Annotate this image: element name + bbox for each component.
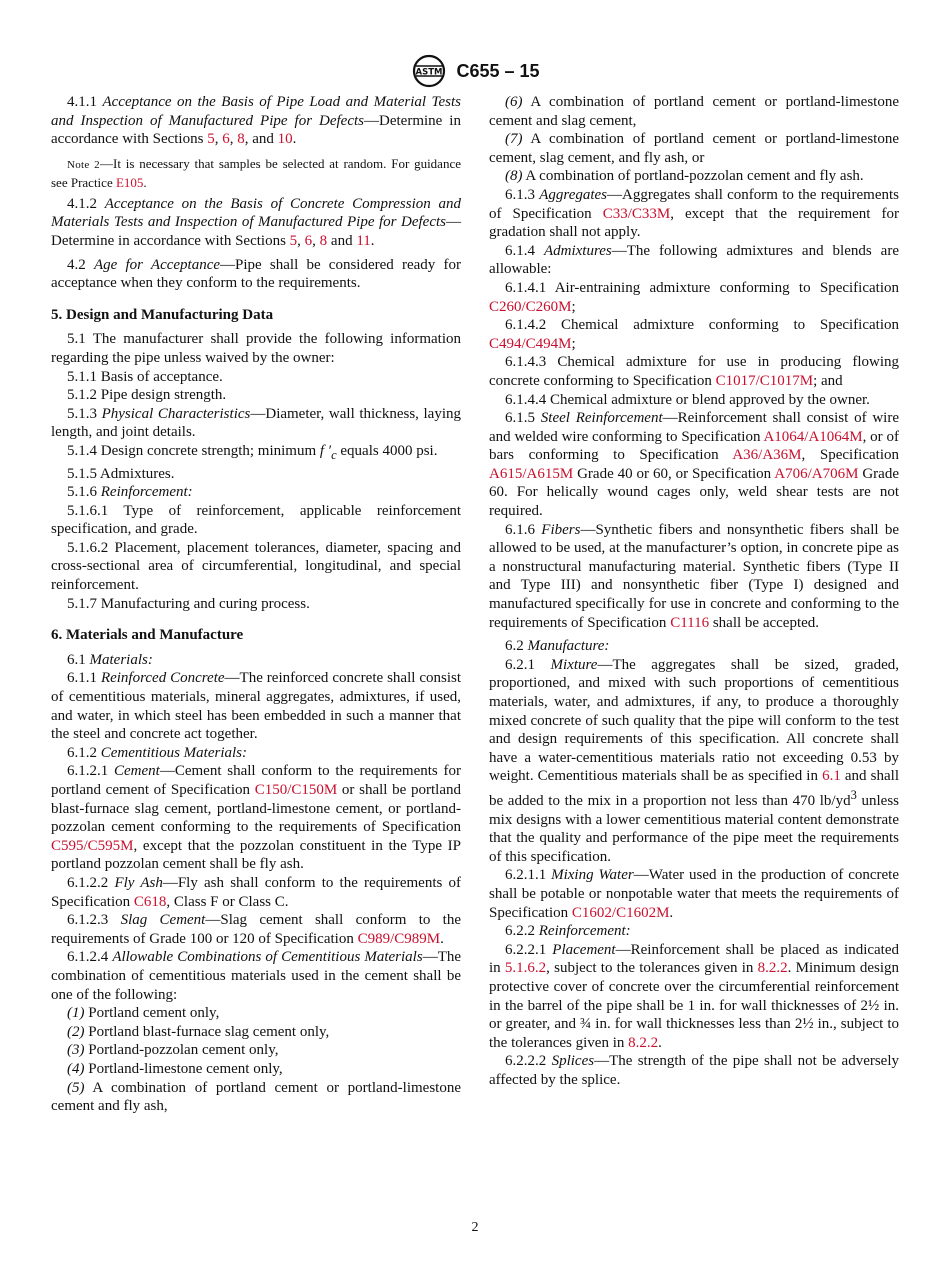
link-section-10[interactable]: 10 [277, 131, 293, 148]
list-item: (2) Portland blast-furnace slag cement only, [67, 1023, 330, 1040]
link-section-8[interactable]: 8 [237, 131, 245, 148]
paragraph-5-1-5: 5.1.5 Admixtures. [67, 465, 175, 482]
paragraph-6-1-2-4: 6.1.2.4 Allowable Combinations of Cementitious Materials—The combination of cementitious materials used in the cement shall be one of the following: [51, 949, 462, 1003]
link-section-8-2-2[interactable]: 8.2.2 [757, 960, 788, 977]
link-c1602[interactable]: C1602/C1602M [571, 904, 670, 921]
link-section-11[interactable]: 11 [356, 232, 371, 249]
paragraph-6-1-6: 6.1.6 Fibers—Synthetic fibers and nonsynthetic fibers shall be allowed to be used, at the manufacturer’s option, in concrete pipe as a nonstructural manufacturing material. Synthetic fibers (Type II and Type III) and nonsynthetic fiber (Type I) designed and manufactured specifically for use in concrete and conforming to the requirements of Specification C1116 shall be accepted. [489, 521, 899, 631]
note-2: Note 2—It is necessary that samples be selected at random. For guidance see Practice E105. [51, 155, 461, 190]
paragraph-5-1-1: 5.1.1 Basis of acceptance. [67, 368, 223, 385]
paragraph-6-1-2-2: 6.1.2.2 Fly Ash—Fly ash shall conform to the requirements of Specification C618, Class F or Class C. [51, 874, 462, 910]
link-section-6[interactable]: 6 [222, 131, 230, 148]
link-section-8-2-2[interactable]: 8.2.2 [628, 1034, 659, 1051]
link-section-6-1[interactable]: 6.1 [822, 768, 841, 785]
link-c595[interactable]: C595/C595M [51, 837, 134, 854]
list-item: (6) A combination of portland cement or portland-limestone cement and slag cement, [489, 94, 899, 129]
paragraph-6-2-2: 6.2.2 Reinforcement: [505, 923, 631, 940]
section-5-heading: 5. Design and Manufacturing Data [51, 306, 274, 323]
paragraph-5-1-3: 5.1.3 Physical Characteristics—Diameter, wall thickness, laying length, and joint details. [51, 405, 461, 441]
link-section-8[interactable]: 8 [319, 232, 328, 249]
link-a36[interactable]: A36/A36M [732, 447, 802, 464]
link-c33[interactable]: C33/C33M [602, 205, 671, 222]
astm-logo-icon [410, 54, 448, 88]
document-designation: C655 – 15 [456, 60, 540, 81]
paragraph-6-1-4-2: 6.1.4.2 Chemical admixture conforming to Specification C494/C494M; [489, 317, 899, 352]
paragraph-6-2-1-1: 6.2.1.1 Mixing Water—Water used in the production of concrete shall be potable or nonpotable water that meets the requirements of Specification C1602/C1602M. [489, 867, 900, 921]
paragraph-5-1-6: 5.1.6 Reinforcement: [67, 484, 193, 501]
paragraph-6-1-2-1: 6.1.2.1 Cement—Cement shall conform to the requirements for portland cement of Specification C150/C150M or shall be portland blast-furnace slag cement, portland-limestone cement, or portland-pozzolan cement conforming to the requirements of Specification C595/C595M, except that the pozzolan constituent in the Type IP portland pozzolan cement shall be fly ash. [51, 763, 461, 873]
paragraph-5-1-6-2: 5.1.6.2 Placement, placement tolerances, diameter, spacing and cross-sectional area of circumferential, longitudinal, and special reinforcement. [51, 539, 461, 594]
list-item: (3) Portland-pozzolan cement only, [67, 1042, 279, 1059]
paragraph-6-2: 6.2 Manufacture: [505, 638, 610, 655]
section-6-heading: 6. Materials and Manufacture [51, 627, 244, 644]
paragraph-6-2-2-2: 6.2.2.2 Splices—The strength of the pipe shall not be adversely affected by the splice. [489, 1053, 900, 1088]
paragraph-6-1-2-3: 6.1.2.3 Slag Cement—Slag cement shall conform to the requirements of Grade 100 or 120 of Specification C989/C989M. [51, 912, 461, 947]
link-section-5[interactable]: 5 [289, 232, 298, 249]
link-c989[interactable]: C989/C989M [357, 930, 441, 947]
paragraph-6-1-4: 6.1.4 Admixtures—The following admixtures and blends are allowable: [489, 242, 899, 278]
link-section-6[interactable]: 6 [304, 232, 313, 249]
list-item: (7) A combination of portland cement or portland-limestone cement, slag cement, and fly ash, or [489, 131, 899, 166]
link-a1064[interactable]: A1064/A1064M [763, 428, 863, 445]
left-column [51, 93, 461, 1116]
list-item: (1) Portland cement only, [67, 1005, 220, 1022]
link-section-5[interactable]: 5 [207, 131, 215, 148]
paragraph-4-2: 4.2 Age for Acceptance—Pipe shall be considered ready for acceptance when they conform to the requirements. [51, 256, 461, 292]
link-c618[interactable]: C618 [133, 893, 167, 910]
list-item: (4) Portland-limestone cement only, [67, 1060, 283, 1077]
paragraph-5-1-6-1: 5.1.6.1 Type of reinforcement, applicable reinforcement specification, and grade. [51, 502, 461, 538]
page-number: 2 [471, 1220, 479, 1235]
paragraph-6-1-2: 6.1.2 Cementitious Materials: [67, 744, 247, 761]
link-a615[interactable]: A615/A615M [489, 465, 574, 482]
link-c150[interactable]: C150/C150M [254, 782, 338, 798]
paragraph-5-1-4: 5.1.4 Design concrete strength; minimum f $'_c$ equals 4000 psi. [67, 442, 438, 462]
link-c1116[interactable]: C1116 [670, 614, 710, 631]
paragraph-5-1: 5.1 The manufacturer shall provide the following information regarding the pipe unless waived by the owner: [51, 331, 461, 366]
paragraph-5-1-7: 5.1.7 Manufacturing and curing process. [67, 595, 310, 612]
paragraph-6-1: 6.1 Materials: [67, 651, 153, 668]
link-a706[interactable]: A706/A706M [774, 465, 859, 482]
list-item: (5) A combination of portland cement or portland-limestone cement and fly ash, [51, 1079, 461, 1115]
paragraph-4-1-2: 4.1.2 Acceptance on the Basis of Concrete Compression and Materials Tests and Inspection of Manufactured Pipe for Defects—Determine in accordance with Sections 5, 6, 8 and 11. [51, 195, 461, 249]
list-item: (8) A combination of portland-pozzolan cement and fly ash. [505, 168, 864, 185]
link-c1017[interactable]: C1017/C1017M [715, 372, 814, 389]
svg-text:ASTM: ASTM [415, 67, 443, 78]
link-c494[interactable]: C494/C494M [489, 335, 572, 352]
link-section-5-1-6-2[interactable]: 5.1.6.2 [504, 960, 547, 977]
paragraph-6-2-2-1: 6.2.2.1 Placement—Reinforcement shall be placed as indicated in 5.1.6.2, subject to the tolerances given in 8.2.2. Minimum design protective cover of concrete over the circumferential reinforcement in the barrel of the pipe shall be 1 in. for wall thicknesses of 2½ in. or greater, and ¾ in. for wall thicknesses less than 2½ in., subject to the tolerances given in 8.2.2. [489, 941, 900, 1051]
page-header [0, 54, 950, 88]
paragraph-6-1-4-1: 6.1.4.1 Air-entraining admixture conforming to Specification C260/C260M; [489, 279, 899, 315]
paragraph-6-1-4-3: 6.1.4.3 Chemical admixture for use in producing flowing concrete conforming to Specification C1017/C1017M; and [489, 354, 899, 389]
paragraph-6-1-3: 6.1.3 Aggregates—Aggregates shall conform to the requirements of Specification C33/C33M, except that the requirement for gradation shall not apply. [489, 186, 899, 241]
paragraph-6-1-5: 6.1.5 Steel Reinforcement—Reinforcement shall consist of wire and welded wire conforming to Specification A1064/A1064M, or of bars conforming to Specification A36/A36M, Specification A615/A615M Grade 40 or 60, or Specification A706/A706M Grade 60. For helically wound cages only, weld shear tests are not required. [489, 410, 900, 520]
paragraph-6-1-4-4: 6.1.4.4 Chemical admixture or blend approved by the owner. [505, 391, 870, 408]
link-e105[interactable]: E105 [115, 174, 144, 190]
link-c260[interactable]: C260/C260M [489, 298, 572, 315]
paragraph-6-2-1: 6.2.1 Mixture—The aggregates shall be sized, graded, proportioned, and mixed with such proportions of cementitious materials, water, and admixtures, if any, to produce a thoroughly mixed concrete of such quality that the pipe will conform to the test and design requirements of this specification. All concrete shall have a water-cementitious materials ratio not exceeding 0.53 by weight. Cementitious materials shall be as specified in 6.1 and shall be added to the mix in a proportion not less than 470 $lb/yd^3$ unless mix designs with a lower cementitious material content demonstrate that the quality and performance of the pipe meet the requirements of this specification. [489, 656, 900, 865]
paragraph-6-1-1: 6.1.1 Reinforced Concrete—The reinforced concrete shall consist of cementitious materials, mineral aggregates, admixtures, if used, and water, in which steel has been embedded in such a manner that the steel and concrete act together. [51, 670, 461, 743]
right-column [489, 93, 899, 1089]
paragraph-4-1-1: 4.1.1 Acceptance on the Basis of Pipe Load and Material Tests and Inspection of Manufactured Pipe for Defects—Determine in accordance with Sections 5, 6, 8, and 10. [51, 94, 462, 148]
paragraph-5-1-2: 5.1.2 Pipe design strength. [67, 387, 227, 404]
